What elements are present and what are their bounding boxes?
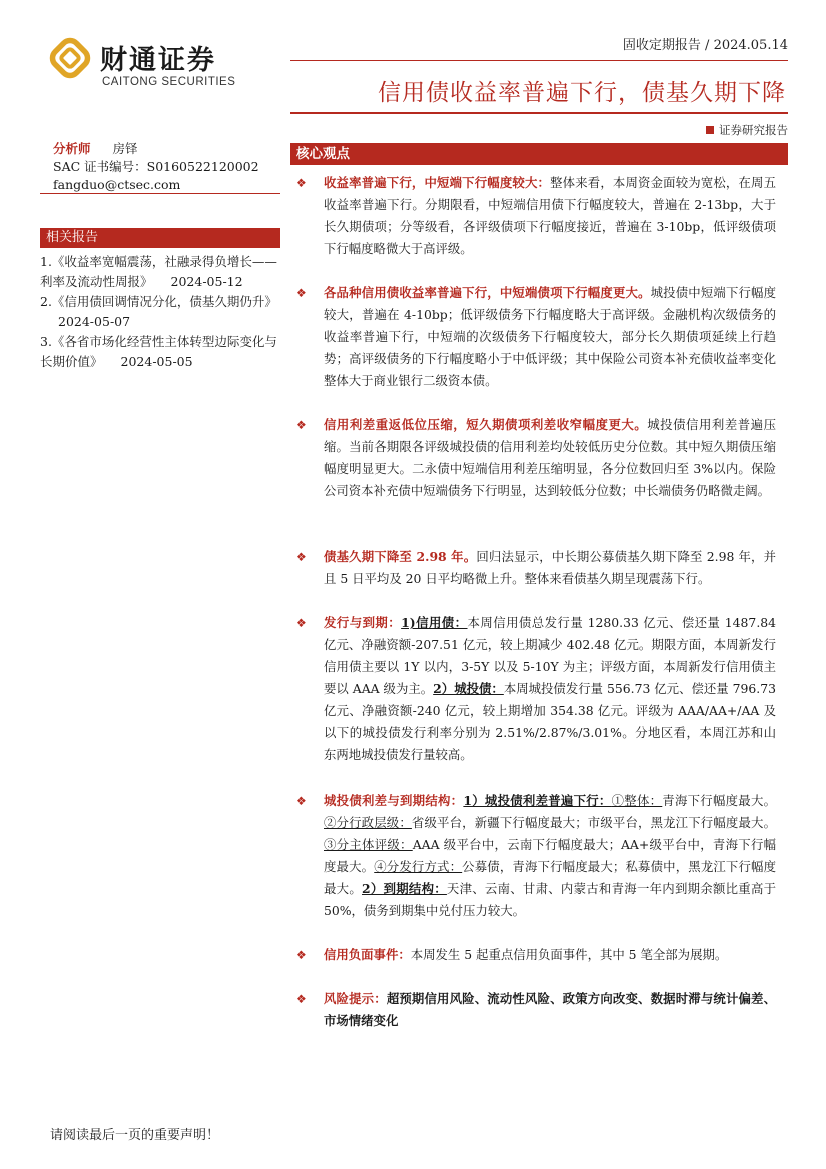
logo-english-name: CAITONG SECURITIES	[102, 76, 236, 88]
caitong-logo-icon	[48, 36, 92, 80]
point-text: 本周发生 5 起重点信用负面事件，其中 5 笔全部为展期。	[410, 947, 728, 962]
analyst-email[interactable]: fangduo@ctsec.com	[53, 177, 181, 192]
point-lead: 各品种信用债收益率普遍下行，中短端债项下行幅度更大。	[324, 285, 651, 300]
analyst-name: 房铎	[112, 141, 138, 156]
core-point-3	[296, 414, 776, 502]
core-point-2	[296, 282, 776, 392]
analyst-divider	[40, 193, 280, 194]
diamond-bullet-icon: ❖	[296, 794, 307, 808]
report-type-date: 固收定期报告 / 2024.05.14	[622, 38, 788, 53]
diamond-bullet-icon: ❖	[296, 418, 307, 432]
point-lead: 城投债利差与到期结构：	[324, 793, 464, 808]
logo-chinese-name: 财通证券	[100, 45, 216, 76]
analyst-sac-number: SAC 证书编号：S0160522120002	[53, 159, 259, 174]
point-text: AAA 级平台中，云南下行幅度最大；AA+级平台中，青海下行幅度最大。	[324, 837, 777, 874]
related-report-title[interactable]: 1.《收益率宽幅震荡，社融录得负增长——利率及流动性周报》	[40, 254, 277, 289]
point-underlined: ③分主体评级：	[324, 837, 413, 852]
related-reports-heading: 相关报告	[40, 228, 280, 248]
point-text: 公募债，青海下行幅度最大；私募债中，黑龙江下行幅度最大。	[324, 859, 777, 896]
point-text: 回归法显示，中长期公募债基久期下降至 2.98 年，并且 5 日平均及 20 日平均略微上升。整体来看债基久期呈现震荡下行。	[324, 549, 776, 586]
point-text: 青海下行幅度最大。	[662, 793, 777, 808]
point-subhead: 1)信用债：	[401, 615, 468, 630]
diamond-bullet-icon: ❖	[296, 286, 307, 300]
title-divider	[290, 112, 788, 114]
point-text: 本周信用债总发行量 1280.33 亿元、偿还量 1487.84 亿元、净融资额-207.51 亿元，较上期减少 402.48 亿元。期限方面，本周新发行信用债主要以 1Y 以内，3-5Y 以及 5-10Y 为主；评级方面，本周新发行信用债主要以 AAA 级为主。	[324, 615, 777, 696]
point-text: 城投债中短端下行幅度较大，普遍在 4-10bp；低评级债务下行幅度略大于高评级。金融机构次级债务的收益率普遍下行，中短端的次级债务下行幅度较大，部分长久期债项延续上行趋势；高评级债务的下行幅度略小于中低评级；其中保险公司资本补充债收益率变化整体大于商业银行二级资本债。	[324, 285, 777, 388]
related-report-item[interactable]	[40, 292, 282, 332]
diamond-bullet-icon: ❖	[296, 176, 307, 190]
related-report-date: 2024-05-07	[58, 314, 131, 329]
research-report-tag	[706, 122, 788, 138]
point-subhead: 1）城投债利差普遍下行：	[463, 793, 612, 808]
core-point-5	[296, 612, 776, 766]
point-text: 超预期信用风险、流动性风险、政策方向改变、数据时滞与统计偏差、市场情绪变化	[324, 991, 777, 1028]
diamond-bullet-icon: ❖	[296, 992, 307, 1006]
related-report-title[interactable]: 2.《信用债回调情况分化，债基久期仍升》	[40, 294, 277, 309]
related-reports-list	[40, 252, 282, 372]
point-text: 天津、云南、甘肃、内蒙古和青海一年内到期余额比重高于 50%，债务到期集中兑付压力较大。	[324, 881, 777, 918]
analyst-info	[53, 140, 283, 194]
related-report-date: 2024-05-12	[170, 274, 243, 289]
core-point-1	[296, 172, 776, 260]
point-lead: 风险提示：	[324, 991, 387, 1006]
core-view-heading: 核心观点	[290, 143, 788, 165]
point-subhead: 2）到期结构：	[362, 881, 447, 896]
core-point-6	[296, 790, 776, 922]
point-text: 省级平台，新疆下行幅度最大；市级平台，黑龙江下行幅度最大。	[411, 815, 776, 830]
point-text: 城投债信用利差普遍压缩。当前各期限各评级城投债的信用利差均处较低历史分位数。其中短久期债压缩幅度明显更大。二永债中短端信用利差压缩明显，各分位数回归至 3%以内。保险公司资本补充债中短端债务下行明显，达到较低分位数；中长端债务仍略微走阔。	[324, 417, 777, 498]
related-report-date: 2024-05-05	[120, 354, 193, 369]
related-report-item[interactable]	[40, 332, 282, 372]
header-divider	[290, 60, 788, 61]
report-title: 信用债收益率普遍下行，债基久期下降	[378, 80, 786, 106]
point-underlined: ②分行政层级：	[324, 815, 412, 830]
disclaimer-note: 请阅读最后一页的重要声明！	[50, 1128, 220, 1143]
point-lead: 债基久期下降至 2.98 年。	[324, 549, 477, 564]
point-text: 整体来看，本周资金面较为宽松，在周五收益率普遍下行。分期限看，中短端信用债下行幅度较大，普遍在 2-13bp，大于长久期债项；分等级看，各评级债项下行幅度接近，普遍在 3-10bp，低评级债项下行幅度略微大于高评级。	[324, 175, 777, 256]
core-point-8	[296, 988, 776, 1032]
analyst-role: 分析师	[53, 141, 91, 156]
related-report-title[interactable]: 3.《各省市场化经营性主体转型边际变化与长期价值》	[40, 334, 277, 369]
diamond-bullet-icon: ❖	[296, 948, 307, 962]
point-underlined: ①整体：	[611, 793, 663, 808]
point-lead: 发行与到期：	[324, 615, 402, 630]
square-marker-icon	[706, 126, 714, 134]
diamond-bullet-icon: ❖	[296, 550, 307, 564]
point-lead: 信用利差重返低位压缩，短久期债项利差收窄幅度更大。	[324, 417, 648, 432]
diamond-bullet-icon: ❖	[296, 616, 307, 630]
point-lead: 信用负面事件：	[324, 947, 411, 962]
core-point-7	[296, 944, 776, 966]
core-point-4	[296, 546, 776, 590]
point-text: 本周城投债发行量 556.73 亿元、偿还量 796.73 亿元、净融资额-240 亿元，较上期增加 354.38 亿元。评级为 AAA/AA+/AA 及以下的城投债发行利率分别为 2.51%/2.87%/3.01%。分地区看，本周江苏和山东两地城投债发行量较高。	[324, 681, 776, 762]
point-underlined: ④分发行方式：	[374, 859, 463, 874]
point-subhead: 2）城投债：	[433, 681, 504, 696]
related-report-item[interactable]	[40, 252, 282, 292]
research-tag-label: 证券研究报告	[719, 123, 788, 137]
point-lead: 收益率普遍下行，中短端下行幅度较大：	[324, 175, 551, 190]
company-logo	[48, 36, 258, 96]
